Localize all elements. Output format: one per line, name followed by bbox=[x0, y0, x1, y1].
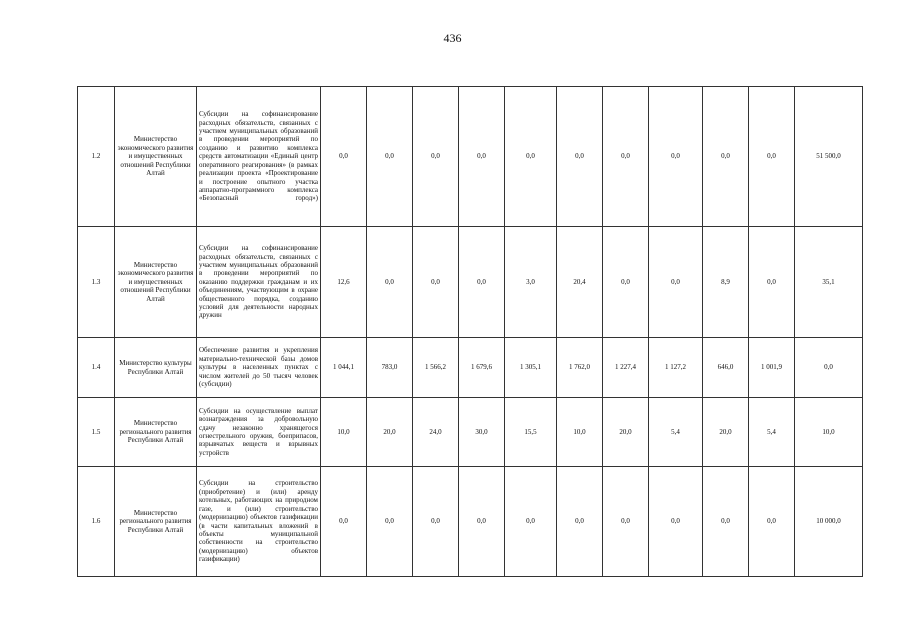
amount-cell: 1 001,9 bbox=[749, 338, 795, 398]
amount-cell: 8,9 bbox=[703, 227, 749, 338]
amount-cell: 0,0 bbox=[749, 87, 795, 227]
amount-cell: 0,0 bbox=[703, 467, 749, 577]
amount-cell: 15,5 bbox=[505, 398, 557, 467]
amount-cell: 1 127,2 bbox=[649, 338, 703, 398]
amount-cell: 0,0 bbox=[795, 338, 863, 398]
amount-cell: 20,4 bbox=[557, 227, 603, 338]
amount-cell: 783,0 bbox=[367, 338, 413, 398]
measure-description: Субсидии на строительство (приобретение) и (или) аренду котельных, работающих на природном газе, и (или) строительство (модернизацию) объектов газификации (в части капитальных вложений в объекты муниципальной собственности на строительство (модернизацию) объектов газификации) bbox=[197, 467, 321, 577]
amount-cell: 0,0 bbox=[749, 227, 795, 338]
amount-cell: 0,0 bbox=[557, 467, 603, 577]
table-row bbox=[78, 227, 863, 338]
amount-cell: 1 044,1 bbox=[321, 338, 367, 398]
responsible-ministry: Министерство регионального развития Республики Алтай bbox=[115, 398, 197, 467]
amount-cell: 10 000,0 bbox=[795, 467, 863, 577]
amount-cell: 0,0 bbox=[749, 467, 795, 577]
amount-cell: 0,0 bbox=[603, 467, 649, 577]
table-row bbox=[78, 338, 863, 398]
amount-cell: 10,0 bbox=[321, 398, 367, 467]
amount-cell: 0,0 bbox=[505, 467, 557, 577]
amount-cell: 24,0 bbox=[413, 398, 459, 467]
amount-cell: 10,0 bbox=[557, 398, 603, 467]
amount-cell: 0,0 bbox=[459, 227, 505, 338]
row-number: 1.2 bbox=[78, 87, 115, 227]
row-number: 1.3 bbox=[78, 227, 115, 338]
amount-cell: 0,0 bbox=[413, 227, 459, 338]
responsible-ministry: Министерство регионального развития Республики Алтай bbox=[115, 467, 197, 577]
amount-cell: 0,0 bbox=[321, 87, 367, 227]
measure-description: Субсидии на осуществление выплат вознаграждения за добровольную сдачу незаконно хранящегося огнестрельного оружия, боеприпасов, взрывчатых веществ и взрывных устройств bbox=[197, 398, 321, 467]
amount-cell: 5,4 bbox=[649, 398, 703, 467]
amount-cell: 5,4 bbox=[749, 398, 795, 467]
responsible-ministry: Министерство экономического развития и имущественных отношений Республики Алтай bbox=[115, 87, 197, 227]
row-number: 1.6 bbox=[78, 467, 115, 577]
amount-cell: 20,0 bbox=[603, 398, 649, 467]
amount-cell: 0,0 bbox=[367, 227, 413, 338]
amount-cell: 20,0 bbox=[367, 398, 413, 467]
amount-cell: 0,0 bbox=[413, 87, 459, 227]
amount-cell: 3,0 bbox=[505, 227, 557, 338]
amount-cell: 0,0 bbox=[505, 87, 557, 227]
amount-cell: 1 762,0 bbox=[557, 338, 603, 398]
budget-table bbox=[77, 86, 863, 577]
amount-cell: 0,0 bbox=[603, 87, 649, 227]
row-number: 1.5 bbox=[78, 398, 115, 467]
amount-cell: 51 500,0 bbox=[795, 87, 863, 227]
measure-description: Обеспечение развития и укрепления материально-технической базы домов культуры в населенных пунктах с числом жителей до 50 тысяч человек (субсидии) bbox=[197, 338, 321, 398]
amount-cell: 1 305,1 bbox=[505, 338, 557, 398]
amount-cell: 35,1 bbox=[795, 227, 863, 338]
amount-cell: 1 227,4 bbox=[603, 338, 649, 398]
amount-cell: 0,0 bbox=[703, 87, 749, 227]
amount-cell: 10,0 bbox=[795, 398, 863, 467]
amount-cell: 0,0 bbox=[649, 227, 703, 338]
amount-cell: 0,0 bbox=[321, 467, 367, 577]
table-row bbox=[78, 87, 863, 227]
amount-cell: 0,0 bbox=[459, 467, 505, 577]
responsible-ministry: Министерство экономического развития и имущественных отношений Республики Алтай bbox=[115, 227, 197, 338]
amount-cell: 0,0 bbox=[649, 467, 703, 577]
row-number: 1.4 bbox=[78, 338, 115, 398]
amount-cell: 1 566,2 bbox=[413, 338, 459, 398]
amount-cell: 646,0 bbox=[703, 338, 749, 398]
responsible-ministry: Министерство культуры Республики Алтай bbox=[115, 338, 197, 398]
amount-cell: 12,6 bbox=[321, 227, 367, 338]
amount-cell: 0,0 bbox=[367, 467, 413, 577]
table-row bbox=[78, 398, 863, 467]
measure-description: Субсидии на софинансирование расходных обязательств, связанных с участием муниципальных образований в проведении мероприятий по созданию и развитию комплекса средств автоматизации «Единый центр оперативного реагирования» (в рамках реализации проекта «Проектирование и построение опытного участка аппаратно-программного комплекса «Безопасный город») bbox=[197, 87, 321, 227]
table-row bbox=[78, 467, 863, 577]
amount-cell: 0,0 bbox=[367, 87, 413, 227]
amount-cell: 20,0 bbox=[703, 398, 749, 467]
amount-cell: 0,0 bbox=[413, 467, 459, 577]
amount-cell: 30,0 bbox=[459, 398, 505, 467]
amount-cell: 1 679,6 bbox=[459, 338, 505, 398]
amount-cell: 0,0 bbox=[557, 87, 603, 227]
page-number: 436 bbox=[443, 31, 462, 45]
measure-description: Субсидии на софинансирование расходных обязательств, связанных с участием муниципальных образований в проведении мероприятий по оказанию поддержки гражданам и их объединениям, участвующим в охране общественного порядка, созданию условий для деятельности народных дружин bbox=[197, 227, 321, 338]
amount-cell: 0,0 bbox=[603, 227, 649, 338]
amount-cell: 0,0 bbox=[459, 87, 505, 227]
amount-cell: 0,0 bbox=[649, 87, 703, 227]
